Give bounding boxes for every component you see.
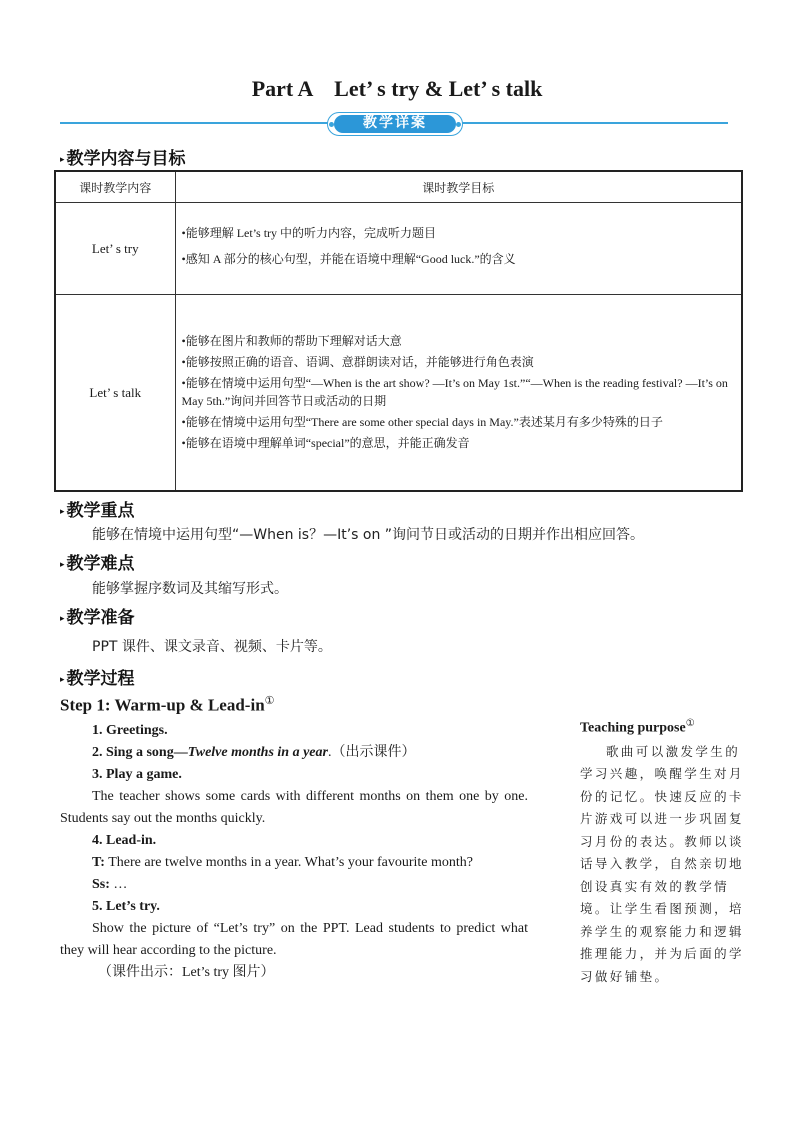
game-description: The teacher shows some cards with different months on them one by one. Students say out the months quickly. [60, 789, 528, 826]
goal-item: •能够在情境中运用句型“—When is the art show? —It’s on May 1st.”“—When is the reading festival? —It’s on May 5th.”询问并回答节日或活动的日期 [181, 375, 728, 408]
key-points-text: 能够在情境中运用句型“—When is？—It’s on ”询问节日或活动的日期并作出相应回答。 [92, 527, 645, 543]
students-line [60, 874, 528, 896]
goal-item: •感知 A 部分的核心句型，并能在语境中理解“Good luck.”的含义 [181, 251, 516, 266]
step1-content [60, 720, 528, 984]
table-header-row [55, 171, 742, 203]
teaching-purpose-footnote: ① [685, 718, 695, 729]
section-objectives [60, 144, 186, 169]
courseware-note: （课件出示：Let’s try 图片） [98, 965, 275, 980]
triangle-bullet-icon: ▸ [60, 560, 65, 570]
badge-label: 教学详案 [334, 115, 456, 133]
triangle-bullet-icon: ▸ [60, 155, 65, 165]
preparation-text: PPT 课件、课文录音、视频、卡片等。 [92, 639, 332, 655]
goal-item: •能够理解 Let’s try 中的听力内容，完成听力题目 [181, 225, 437, 240]
table-row [55, 203, 742, 295]
step1-heading-label: Step 1: Warm-up & Lead-in [60, 695, 265, 715]
song-prefix: 2. Sing a song— [92, 745, 188, 760]
goal-item: •能够在图片和教师的帮助下理解对话大意 [181, 333, 402, 348]
step1-heading [60, 694, 275, 716]
table-cell-lesson: Let’ s try [55, 203, 175, 295]
triangle-bullet-icon: ▸ [60, 507, 65, 517]
teaching-purpose-text: 歌曲可以激发学生的学习兴趣，唤醒学生对月份的记忆。快速反应的卡片游戏可以进一步巩固复习月份的表达。教师以谈话导入教学，自然亲切地创设真实有效的教学情境。让学生看图预测，培养学生的观察能力和逻辑推理能力，并为后面的学习做好铺垫。 [580, 743, 744, 984]
section-preparation [60, 603, 135, 628]
section-process [60, 664, 135, 689]
teacher-line [60, 852, 528, 874]
teaching-purpose-title [580, 718, 750, 737]
goal-item: •能够在语境中理解单词“special”的意思，并能正确发音 [181, 435, 470, 450]
badge-dot-right-icon [456, 122, 461, 127]
difficulties-text: 能够掌握序数词及其缩写形式。 [92, 581, 288, 597]
section-difficulties-label: 教学难点 [66, 554, 135, 574]
table-row [55, 295, 742, 492]
goal-item: •能够在情境中运用句型“There are some other special days in May.”表述某月有多少特殊的日子 [181, 414, 663, 429]
page-title: Part A Let’ s try & Let’ s talk [251, 76, 543, 101]
section-key-points [60, 496, 135, 521]
section-preparation-label: 教学准备 [66, 608, 135, 628]
song-title: Twelve months in a year [187, 745, 328, 760]
step-item-lead-in: 4. Lead-in. [92, 833, 157, 848]
triangle-bullet-icon: ▸ [60, 614, 65, 624]
section-difficulties [60, 549, 135, 574]
section-key-points-label: 教学重点 [66, 501, 135, 521]
table-header-lesson: 课时教学内容 [55, 171, 175, 203]
song-suffix: .（出示课件） [327, 745, 416, 760]
students-label: Ss: [92, 877, 110, 892]
goal-item: •能够按照正确的语音、语调、意群朗读对话，并能够进行角色表演 [181, 354, 534, 369]
table-cell-goals [175, 295, 742, 492]
step-item-game: 3. Play a game. [92, 767, 182, 782]
lets-try-description: Show the picture of “Let’s try” on the PPT. Lead students to predict what they will hear according to the picture. [60, 921, 528, 958]
section-objectives-label: 教学内容与目标 [66, 149, 186, 169]
table-cell-goals [175, 203, 742, 295]
section-badge [327, 112, 463, 136]
step-item-lets-try: 5. Let’s try. [92, 899, 160, 914]
students-text: … [109, 877, 128, 892]
teacher-text: There are twelve months in a year. What’s your favourite month? [104, 855, 474, 870]
teacher-label: T: [92, 855, 105, 870]
triangle-bullet-icon: ▸ [60, 675, 65, 685]
table-cell-lesson: Let’ s talk [55, 295, 175, 492]
teaching-purpose-title-label: Teaching purpose [580, 720, 686, 736]
step-item-greetings: 1. Greetings. [92, 723, 168, 738]
table-header-goals: 课时教学目标 [175, 171, 742, 203]
teaching-purpose-box [580, 718, 750, 988]
section-process-label: 教学过程 [66, 669, 135, 689]
step1-footnote: ① [264, 695, 275, 707]
objectives-table [54, 170, 743, 492]
step-item-song [60, 742, 528, 764]
